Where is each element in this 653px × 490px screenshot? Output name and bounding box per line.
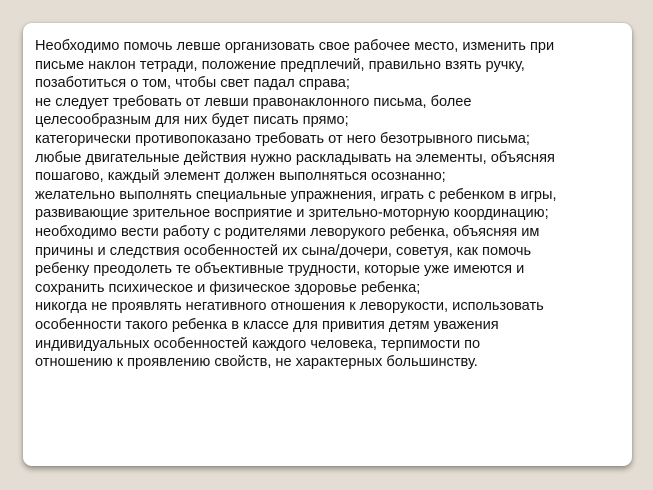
text-line: особенности такого ребенка в классе для привития детям уважения: [35, 316, 499, 333]
text-line: целесообразным для них будет писать прямо;: [35, 112, 349, 129]
slide-body-text: [35, 37, 622, 372]
text-line: Необходимо помочь левше организовать свое рабочее место, изменить при: [35, 38, 555, 54]
text-line: категорически противопоказано требовать от него безотрывного письма;: [35, 130, 530, 147]
text-line: сохранить психическое и физическое здоровье ребенка;: [35, 279, 421, 296]
text-line: не следует требовать от левши правонаклонного письма, более: [35, 93, 472, 110]
text-line: никогда не проявлять негативного отношения к леворукости, использовать: [35, 298, 544, 315]
text-line: желательно выполнять специальные упражнения, играть с ребенком в игры,: [35, 186, 557, 203]
text-line: причины и следствия особенностей их сына/дочери, советуя, как помочь: [35, 242, 532, 259]
text-line: необходимо вести работу с родителями леворукого ребенка, объясняя им: [35, 223, 540, 240]
text-line: позаботиться о том, чтобы свет падал справа;: [35, 75, 350, 92]
text-line: пошагово, каждый элемент должен выполняться осознанно;: [35, 168, 446, 185]
text-line: ребенку преодолеть те объективные трудности, которые уже имеются и: [35, 261, 525, 278]
text-line: отношению к проявлению свойств, не характерных большинству.: [35, 354, 478, 371]
text-line: индивидуальных особенностей каждого человека, терпимости по: [35, 335, 481, 352]
text-line: любые двигательные действия нужно раскладывать на элементы, объясняя: [35, 149, 555, 166]
text-line: письме наклон тетради, положение предплечий, правильно взять ручку,: [35, 56, 525, 73]
slide-card: [23, 23, 632, 466]
text-line: развивающие зрительное восприятие и зрительно-моторную координацию;: [35, 205, 549, 222]
